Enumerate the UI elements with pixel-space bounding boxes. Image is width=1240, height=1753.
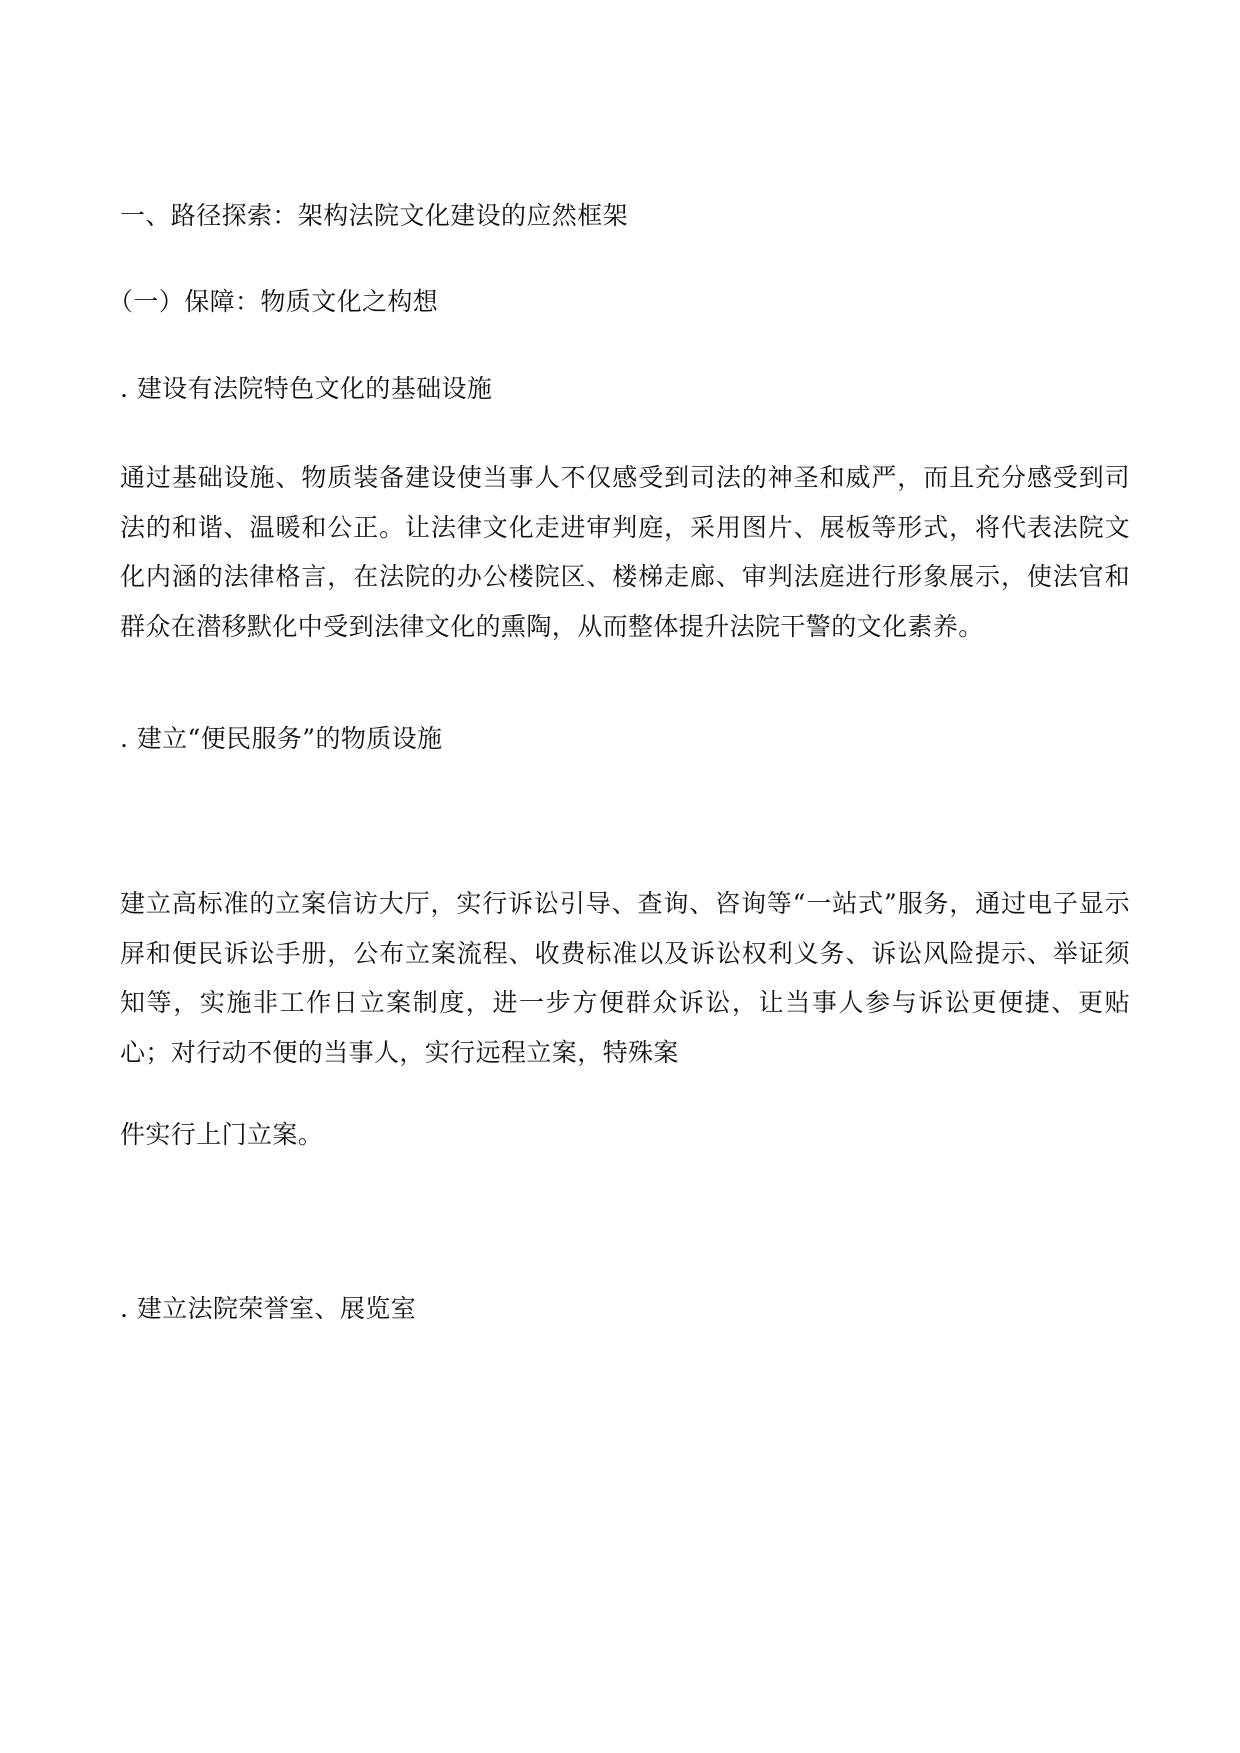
- sub-heading: （一）保障：物质文化之构想: [108, 287, 439, 316]
- item-2-body: 建立高标准的立案信访大厅，实行诉讼引导、查询、咨询等“一站式”服务，通过电子显示屏和便民诉讼手册，公布立案流程、收费标准以及诉讼权利义务、诉讼风险提示、举证须知等，实施非工作日立案制度，进一步方便群众诉讼，让当事人参与诉讼更便捷、更贴心；对行动不便的当事人，实行远程立案，特殊案: [120, 889, 1130, 1067]
- item-2-body-continued: 件实行上门立案。: [120, 1120, 324, 1149]
- item-2-title: . 建立“便民服务”的物质设施: [120, 724, 443, 753]
- item-3-title: . 建立法院荣誉室、展览室: [120, 1294, 417, 1323]
- item-1-title: . 建设有法院特色文化的基础设施: [120, 374, 493, 403]
- main-heading: 一、路径探索：架构法院文化建设的应然框架: [120, 201, 629, 230]
- item-1-body: 通过基础设施、物质装备建设使当事人不仅感受到司法的神圣和威严，而且充分感受到司法的和谐、温暖和公正。让法律文化走进审判庭，采用图片、展板等形式，将代表法院文化内涵的法律格言，在法院的办公楼院区、楼梯走廊、审判法庭进行形象展示，使法官和群众在潜移默化中受到法律文化的熏陶，从而整体提升法院干警的文化素养。: [120, 463, 1130, 641]
